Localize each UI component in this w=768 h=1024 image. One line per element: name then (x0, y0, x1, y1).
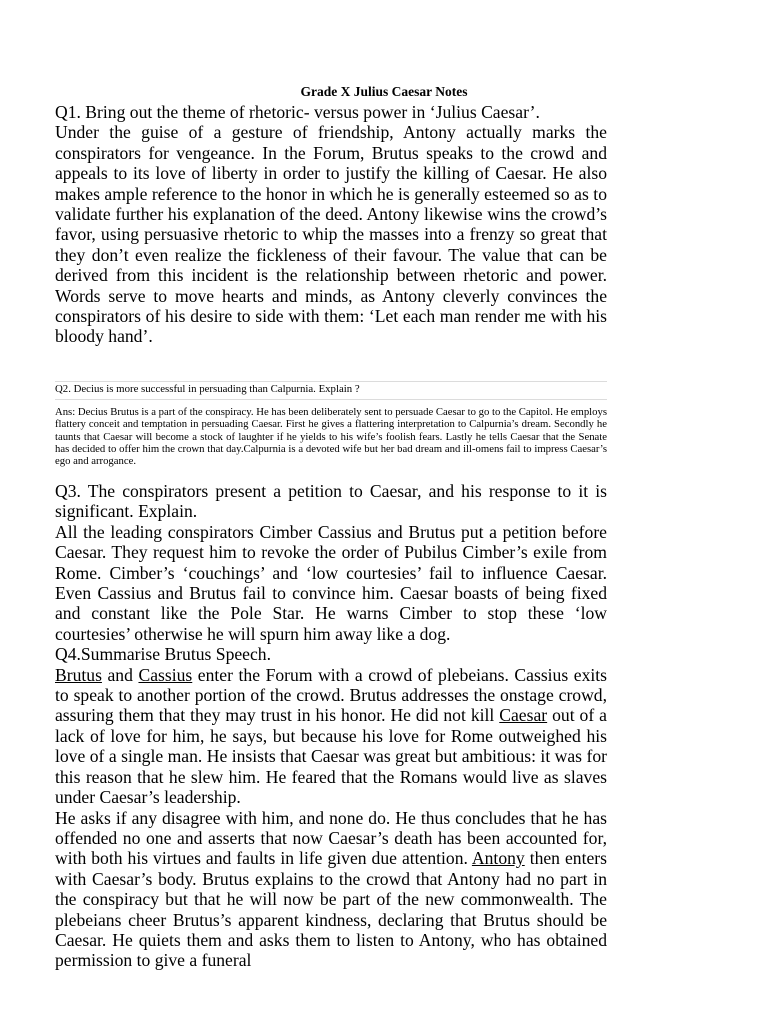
document-title: Grade X Julius Caesar Notes (300, 84, 468, 99)
q4-p1-text-2: out of a lack of love for him, he says, but because his love for Rome outweighed his love of a single man. He insists that Caesar was great but ambitious: it was for this reason that he slew him. He feared that the Romans would live as slaves under Caesar’s leadership. (55, 705, 607, 808)
q1-section (55, 102, 607, 347)
q2-question: Q2. Decius is more successful in persuading than Calpurnia. Explain ? (55, 383, 360, 395)
q4-paragraph-1 (55, 665, 607, 808)
caesar-link[interactable]: Caesar (499, 705, 548, 726)
q1-question: Q1. Bring out the theme of rhetoric- versus power in ‘Julius Caesar’. (55, 102, 540, 122)
q4-p1-text-1: enter the Forum with a crowd of plebeians. Cassius exits to speak to another portion of the crowd. Brutus addresses the onstage crowd, assuring them that they may trust in his honor. He did not kill (55, 664, 607, 726)
q4-paragraph-2 (55, 808, 607, 971)
antony-link[interactable]: Antony (471, 848, 525, 869)
q3-question: Q3. The conspirators present a petition to Caesar, and his response to it is significant. Explain. (55, 481, 607, 522)
q4-p1-and: and (101, 664, 139, 685)
q2-divider-bottom (55, 399, 607, 400)
q4-p2-text-2: then enters with Caesar’s body. Brutus explains to the crowd that Antony had no part in the conspiracy but that he will now be part of the new commonwealth. The plebeians cheer Brutus’s apparent kindness, declaring that Brutus should be Caesar. He quiets them and asks them to listen to Antony, who has obtained permission to give a funeral (55, 848, 607, 971)
q2-divider-top (55, 381, 607, 382)
q1-answer: Under the guise of a gesture of friendship, Antony actually marks the conspirators for vengeance. In the Forum, Brutus speaks to the crowd and appeals to its love of liberty in order to justify the killing of Caesar. He also makes ample reference to the honor in which he is generally esteemed so as to validate further his explanation of the deed. Antony likewise wins the crowd’s favor, using persuasive rhetoric to whip the masses into a frenzy so great that they don’t even realize the fickleness of their favour. The value that can be derived from this incident is the relationship between rhetoric and power. Words serve to move hearts and minds, as Antony cleverly convinces the conspirators of his desire to side with them: ‘Let each man render me with his bloody hand’. (55, 122, 607, 347)
q4-question: Q4.Summarise Brutus Speech. (55, 644, 271, 665)
q2-answer: Ans: Decius Brutus is a part of the conspiracy. He has been deliberately sent to persuade Caesar to go to the Capitol. He employs flattery conceit and temptation in persuading Caesar. First he gives a flattering interpretation to Calpurnia’s dream. Secondly he taunts that Caesar will become a stock of laughter if he yields to his wife’s foolish fears. Lastly he tells Caesar that the Senate has decided to offer him the crown that day.Calpurnia is a devoted wife but her bad dream and ill-omens fail to impress Caesar’s ego and arrogance. (55, 406, 607, 468)
cassius-link[interactable]: Cassius (138, 664, 193, 685)
q3-q4-section (55, 481, 607, 971)
q3-answer: All the leading conspirators Cimber Cassius and Brutus put a petition before Caesar. They request him to revoke the order of Pubilus Cimber’s exile from Rome. Cimber’s ‘couchings’ and ‘low courtesies’ fail to influence Caesar. Even Cassius and Brutus fail to convince him. Caesar boasts of being fixed and constant like the Pole Star. He warns Cimber to stop these ‘low courtesies’ otherwise he will spurn him away like a dog. (55, 521, 607, 644)
q4-p2-text-1: He asks if any disagree with him, and none do. He thus concludes that he has offended no one and asserts that now Caesar’s death has been accounted for, with both his virtues and faults in life given due attention. (55, 807, 607, 869)
brutus-link[interactable]: Brutus (55, 664, 102, 685)
